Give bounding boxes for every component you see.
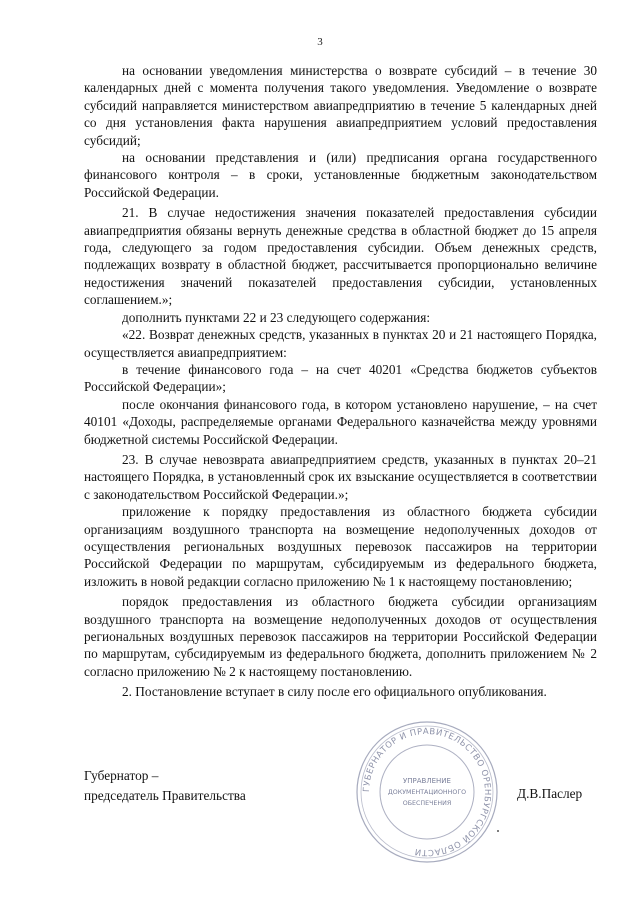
paragraph: «22. Возврат денежных средств, указанных в пунктах 20 и 21 настоящего Порядка, осуществляется авиапредприятием: — [84, 327, 597, 360]
paragraph: 21. В случае недостижения значения показателей предоставления субсидии авиапредприятия обязаны вернуть денежные средства в областной бюджет до 15 апреля года, следующего за годом предоставления субсидии. Объем денежных средств, подлежащих возврату в областной бюджет, рассчитывается пропорционально величине недостижения значений показателей предоставления субсидии, установленных соглашением.»; — [84, 205, 597, 308]
document-body — [84, 62, 597, 701]
paragraph: порядок предоставления из областного бюджета субсидии организациям воздушного транспорта на возмещение недополученных доходов от осуществления региональных воздушных перевозок пассажиров на территории Российской Федерации по маршрутам, субсидируемым из федерального бюджета, дополнить приложением № 2 согласно приложению № 2 к настоящему постановлению. — [84, 594, 597, 679]
paragraph: на основании представления и (или) предписания органа государственного финансового контроля – в сроки, установленные бюджетным законодательством Российской Федерации. — [84, 150, 597, 200]
stamp-ring-text: ГУБЕРНАТОР И ПРАВИТЕЛЬСТВО ОРЕНБУРГСКОЙ ОБЛАСТИ — [361, 726, 493, 858]
signatory-title-line1: Губернатор – — [84, 768, 159, 783]
paragraph: после окончания финансового года, в котором установлено нарушение, – на счет 40101 «Доходы, распределяемые органами Федерального казначейства между уровнями бюджетной системы Российской Федерации. — [84, 396, 597, 447]
paragraph: 2. Постановление вступает в силу после его официального опубликования. — [122, 684, 547, 700]
paragraph: в течение финансового года – на счет 40201 «Средства бюджетов субъектов Российской Федерации»; — [84, 361, 597, 395]
paragraph: на основании уведомления министерства о возврате субсидий – в течение 30 календарных дней с момента получения такого уведомления. Уведомление о возврате субсидий направляется министерством авиапредприятию в течение 5 календарных дней со дня установления факта нарушения авиапредприятием условий предоставления субсидий; — [84, 63, 597, 148]
ink-dot — [497, 830, 499, 832]
signatory-title-line2: председатель Правительства — [84, 788, 246, 803]
official-stamp — [352, 717, 502, 867]
signatory-name: Д.В.Паслер — [517, 786, 583, 801]
stamp-center-line3: ОБЕСПЕЧЕНИЯ — [402, 800, 452, 807]
paragraph: дополнить пунктами 22 и 23 следующего содержания: — [122, 309, 431, 325]
paragraph: 23. В случае невозврата авиапредприятием средств, указанных в пунктах 20–21 настоящего Порядка, в установленный срок их взыскание осуществляется в соответствии с законодательством Российской Федерации.»; — [84, 451, 597, 502]
signatory-title — [84, 766, 246, 806]
paragraph: приложение к порядку предоставления из областного бюджета субсидии организациям воздушного транспорта на возмещение недополученных доходов от осуществления региональных воздушных перевозок пассажиров на территории Российской Федерации по маршрутам, субсидируемым из федерального бюджета, изложить в новой редакции согласно приложению № 1 к настоящему постановлению; — [84, 504, 597, 589]
stamp-center-line2: ДОКУМЕНТАЦИОННОГО — [387, 789, 467, 796]
stamp-center-line1: УПРАВЛЕНИЕ — [403, 777, 451, 785]
page-number: 3 — [317, 36, 323, 48]
